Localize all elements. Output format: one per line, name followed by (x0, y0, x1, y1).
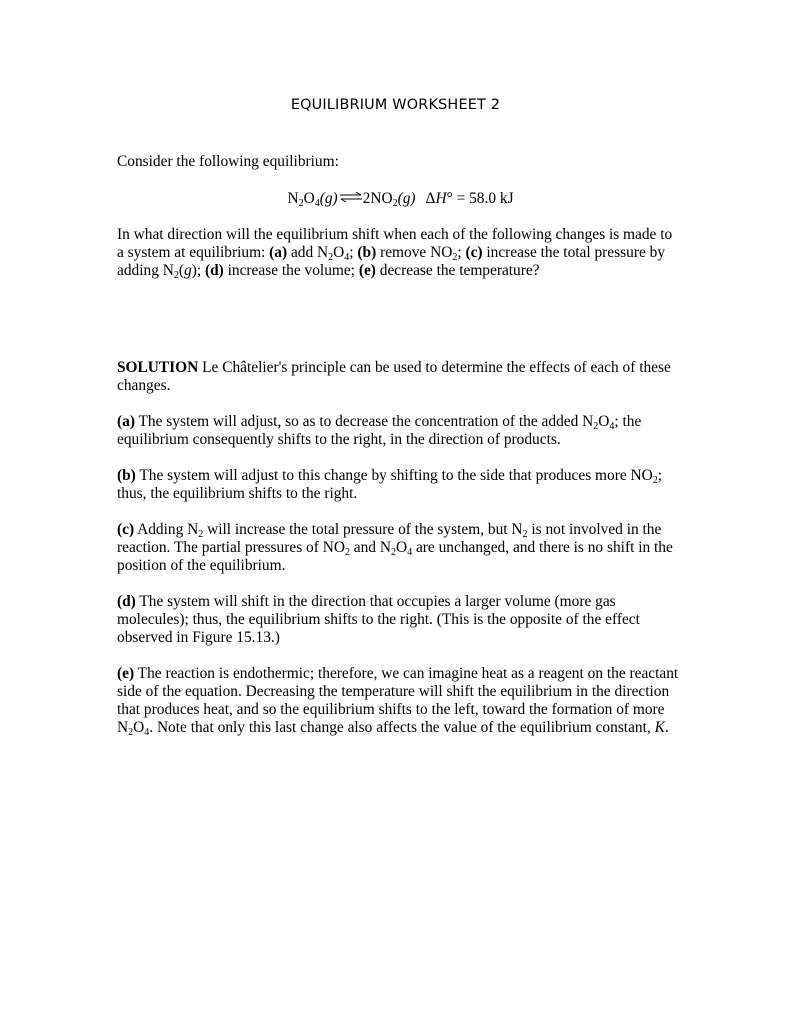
answer-text: is not involved in the reaction. The partial pressures of NO (117, 521, 662, 556)
answer-c-paragraph (117, 521, 682, 575)
q-sub: 2 (328, 252, 334, 263)
answer-b (117, 467, 682, 503)
answer-sub: 2 (652, 475, 658, 486)
q-label-d: (d) (204, 262, 224, 279)
delta-symbol: Δ (425, 190, 436, 207)
equilibrium-equation (0, 190, 791, 208)
answer-text: The system will adjust, so as to decrease the concentration of the added N (134, 413, 594, 430)
q-label-e: (e) (358, 262, 376, 279)
answer-d (117, 593, 682, 647)
q-text: increase the total pressure by adding N (117, 244, 666, 279)
answer-text: O (395, 539, 408, 556)
answer-sub: 2 (198, 529, 204, 540)
solution-paragraph (117, 359, 682, 395)
answer-text: O (598, 413, 610, 430)
answer-e (117, 665, 682, 737)
q-text: decrease the temperature? (375, 262, 540, 279)
eq-sub: 2 (298, 198, 304, 209)
answer-text: The system will adjust to this change by shifting to the side that produces more NO (135, 467, 653, 484)
answer-sub: 4 (407, 547, 413, 558)
answer-label: (d) (117, 593, 136, 610)
equilibrium-arrow-icon (340, 192, 362, 202)
q-sub: 4 (344, 252, 350, 263)
answer-text: ; thus, the equilibrium shifts to the right. (117, 467, 663, 502)
eq-state: (g) (397, 190, 416, 207)
q-text: ); (191, 262, 205, 279)
answer-text: O (133, 719, 145, 736)
answer-label: (a) (117, 413, 135, 430)
answer-sub: 4 (144, 727, 150, 738)
q-text: add N (287, 244, 329, 261)
eq-state: (g) (319, 190, 338, 207)
q-sub: 2 (173, 270, 179, 281)
answer-text: . (664, 719, 669, 736)
question-paragraph (117, 226, 682, 280)
intro-text (117, 153, 682, 171)
solution-label: SOLUTION (117, 359, 199, 376)
eq-product: 2NO (362, 190, 393, 207)
answer-italic: K (654, 719, 665, 736)
answer-sub: 2 (390, 547, 396, 558)
q-italic: g (184, 262, 192, 279)
solution-text: Le Châtelier's principle can be used to determine the effects of each of these changes. (117, 359, 671, 394)
solution-block (117, 359, 682, 395)
eq-reactant: N (287, 190, 299, 207)
enthalpy-symbol: H (435, 190, 447, 207)
answer-label: (c) (117, 521, 135, 538)
page-title: EQUILIBRIUM WORKSHEET 2 (290, 97, 501, 113)
answer-a-paragraph (117, 413, 682, 449)
answer-b-paragraph (117, 467, 682, 503)
eq-sub: 4 (314, 198, 320, 209)
q-text: remove NO (376, 244, 453, 261)
answer-text: ; the equilibrium consequently shifts to the right, in the direction of products. (117, 413, 642, 448)
answer-text: The system will shift in the direction that occupies a larger volume (more gas molecules); thus, the equilibrium shifts to the right. (This is the opposite of the effect observed in Figure 15.13.) (117, 593, 640, 646)
answer-sub: 2 (344, 547, 350, 558)
answer-text: . Note that only this last change also affects the value of the equilibrium constant, (149, 719, 655, 736)
q-text: ; (457, 244, 466, 261)
eq-sub: 2 (392, 198, 398, 209)
q-label-b: (b) (357, 244, 377, 261)
answer-sub: 2 (593, 421, 599, 432)
q-label-a: (a) (269, 244, 288, 261)
enthalpy-value: ° = 58.0 kJ (446, 190, 514, 207)
answer-d-paragraph (117, 593, 682, 647)
eq-reactant-mid: O (303, 190, 315, 207)
q-label-c: (c) (465, 244, 483, 261)
answer-text: The reaction is endothermic; therefore, we can imagine heat as a reagent on the reactant side of the equation. Decreasing the temperature will shift the equilibrium in the direction that produces heat, and so the equilibrium shifts to the left, toward the formation of more N (117, 665, 679, 736)
q-sub: 2 (452, 252, 458, 263)
answer-c (117, 521, 682, 575)
question-block (117, 226, 682, 280)
answer-sub: 2 (522, 529, 528, 540)
answer-a (117, 413, 682, 449)
answer-sub: 4 (609, 421, 615, 432)
q-text: In what direction will the equilibrium shift when each of the following changes is made to a system at equilibrium: (117, 226, 673, 261)
answer-text: Adding N (134, 521, 199, 538)
q-text: increase the volume; (223, 262, 359, 279)
q-text: O (333, 244, 345, 261)
answer-text: will increase the total pressure of the system, but N (203, 521, 523, 538)
answer-label: (b) (117, 467, 136, 484)
equation-line (287, 190, 513, 208)
answer-e-paragraph (117, 665, 682, 737)
answer-text: are unchanged, and there is no shift in the position of the equilibrium. (117, 539, 673, 574)
answer-label: (e) (117, 665, 135, 682)
intro-paragraph: Consider the following equilibrium: (117, 153, 339, 170)
q-text: ( (178, 262, 184, 279)
q-text: ; (349, 244, 358, 261)
answer-sub: 2 (128, 727, 134, 738)
answer-text: and N (349, 539, 391, 556)
